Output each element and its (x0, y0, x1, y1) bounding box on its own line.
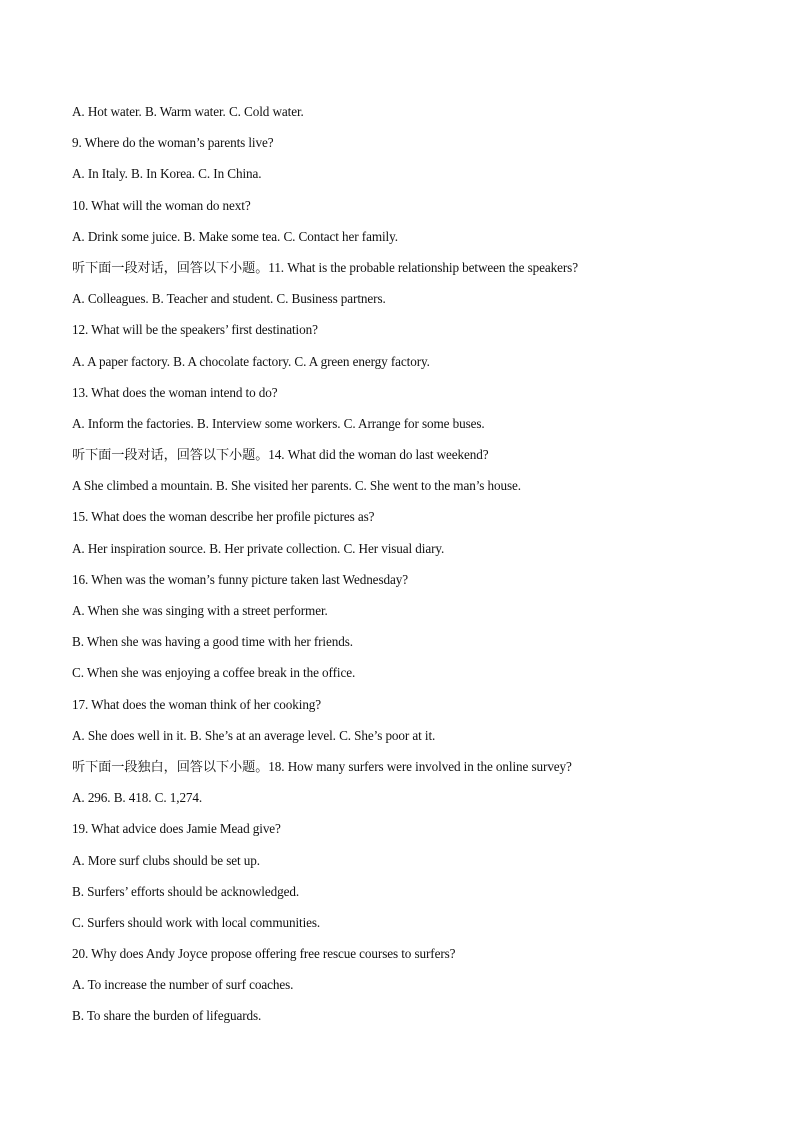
question-11-with-instruction: 听下面一段对话，回答以下小题。11. What is the probable relationship between the speakers? (72, 259, 578, 275)
answer-options-q15: A. Her inspiration source. B. Her private collection. C. Her visual diary. (72, 540, 445, 556)
question-19: 19. What advice does Jamie Mead give? (72, 821, 281, 837)
question-18-with-instruction: 听下面一段独白，回答以下小题。18. How many surfers were involved in the online survey? (72, 758, 572, 774)
question-15: 15. What does the woman describe her profile pictures as? (72, 509, 375, 525)
answer-option-q19-b: B. Surfers’ efforts should be acknowledged. (72, 883, 300, 899)
answer-options-q11: A. Colleagues. B. Teacher and student. C. Business partners. (72, 291, 386, 307)
question-13: 13. What does the woman intend to do? (72, 384, 278, 400)
answer-options-q12: A. A paper factory. B. A chocolate factory. C. A green energy factory. (72, 353, 430, 369)
answer-option-q16-b: B. When she was having a good time with her friends. (72, 634, 353, 650)
answer-options-q14: A She climbed a mountain. B. She visited her parents. C. She went to the man’s house. (72, 478, 521, 494)
answer-options-q18: A. 296. B. 418. C. 1,274. (72, 790, 203, 806)
answer-option-q20-b: B. To share the burden of lifeguards. (72, 1008, 262, 1024)
answer-options-q8: A. Hot water. B. Warm water. C. Cold water. (72, 104, 304, 119)
answer-option-q16-c: C. When she was enjoying a coffee break in the office. (72, 665, 356, 681)
question-20: 20. Why does Andy Joyce propose offering free rescue courses to surfers? (72, 946, 456, 962)
answer-option-q16-a: A. When she was singing with a street performer. (72, 603, 328, 618)
question-10: 10. What will the woman do next? (72, 197, 251, 213)
question-14-with-instruction: 听下面一段对话，回答以下小题。14. What did the woman do last weekend? (72, 447, 489, 463)
answer-options-q13: A. Inform the factories. B. Interview some workers. C. Arrange for some buses. (72, 415, 485, 431)
question-17: 17. What does the woman think of her cooking? (72, 696, 322, 712)
question-text-block (72, 101, 732, 1037)
answer-option-q19-a: A. More surf clubs should be set up. (72, 852, 260, 868)
answer-options-q9: A. In Italy. B. In Korea. C. In China. (72, 166, 262, 182)
question-16: 16. When was the woman’s funny picture taken last Wednesday? (72, 571, 408, 587)
answer-option-q20-a: A. To increase the number of surf coaches. (72, 977, 294, 993)
answer-option-q19-c: C. Surfers should work with local communities. (72, 914, 321, 930)
question-9: 9. Where do the woman’s parents live? (72, 135, 274, 151)
answer-options-q10: A. Drink some juice. B. Make some tea. C. Contact her family. (72, 228, 398, 244)
question-12: 12. What will be the speakers’ first destination? (72, 322, 318, 338)
answer-options-q17: A. She does well in it. B. She’s at an average level. C. She’s poor at it. (72, 727, 436, 743)
